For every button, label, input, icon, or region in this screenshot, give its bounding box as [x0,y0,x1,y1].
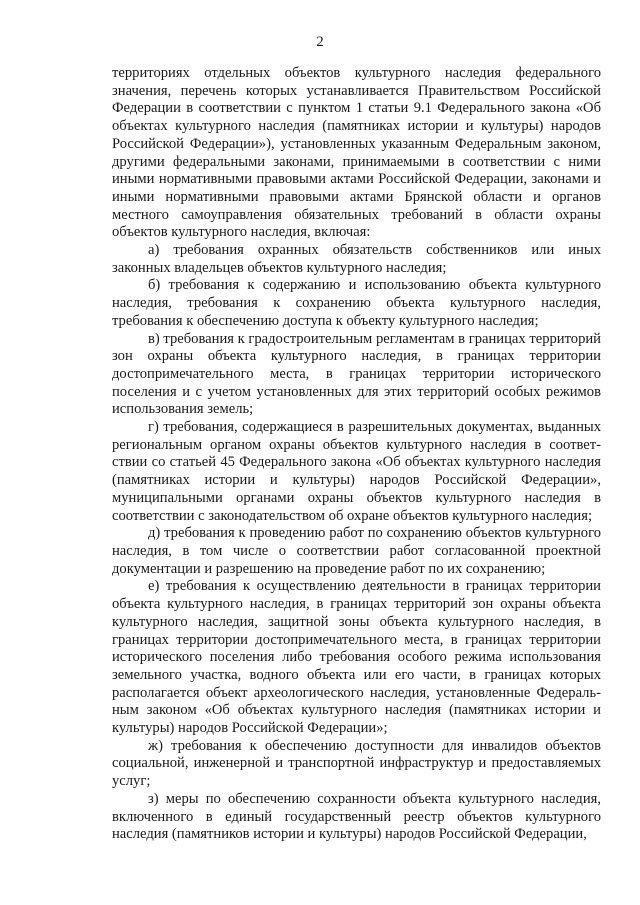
paragraph-continuation: территориях отдельных объектов культурного наследия федерального значения, перечень которых устанавливается Правительством Российской Федерации в соответствии с пунктом 1 статьи 9.1 Федерального закона «Об объектах культурного наследия (памятниках истории и культуры) народов Российской Федерации»), установленных указанным Федеральным законом, другими федеральными законами, принимаемыми в соответствии с ними иными нормативными правовыми актами Российской Федерации, законами и иными нормативными правовыми актами Брянской области и органов местного самоуправления обязательных требований в области охраны объектов культурного наследия, включая: [112,65,601,241]
page-number: 2 [316,34,324,50]
list-item-a: а) требования охранных обязательств собственников или иных законных владельцев объектов культурного наследия; [112,242,601,276]
document-body [112,65,601,844]
list-item-e: е) требования к осуществлению деятельности в границах территории объекта культурного наследия, в границах территорий зон охраны объекта культурного наследия, защитной зоны объекта культурного наследия, в границах территории достопримечательного места, в границах территории исторического поселения либо требования особого режима использования земельного участка, водного объекта или его части, в границах которых располагается объект археологического наследия, установленные Федеральным законом «Об объектах культурного наследия (памятниках истории и культуры) народов Российской Федерации»; [112,578,601,737]
list-item-z: з) меры по обеспечению сохранности объекта культурного наследия, включенного в единый государственный реестр объектов культурного наследия (памятников истории и культуры) народов Российской Федерации, [112,790,601,843]
list-item-d: д) требования к проведению работ по сохранению объектов культурного наследия, в том числе о соответствии работ согласованной проектной документации и разрешению на проведение работ по их сохранению; [112,525,601,577]
list-item-zh: ж) требования к обеспечению доступности для инвалидов объектов социальной, инженерной и транспортной инфраструктур и предоставляемых услуг; [112,737,601,790]
list-item-g: г) требования, содержащиеся в разрешительных документах, выданных региональным органом охраны объектов культурного наследия в соответствии со статьей 45 Федерального закона «Об объектах культурного наследия (памятниках истории и культуры) народов Российской Федерации», муниципальными органами охраны объектов культурного наследия в соответствии с законодательством об охране объектов культурного наследия; [112,419,601,524]
list-item-b: б) требования к содержанию и использованию объекта культурного наследия, требования к сохранению объекта культурного наследия, требования к обеспечению доступа к объекту культурного наследия; [112,277,601,329]
list-item-v: в) требования к градостроительным регламентам в границах территорий зон охраны объекта культурного наследия, в границах территории достопримечательного места, в границах территории исторического поселения и с учетом установленных для этих территорий особых режимов использования земель; [112,330,601,418]
